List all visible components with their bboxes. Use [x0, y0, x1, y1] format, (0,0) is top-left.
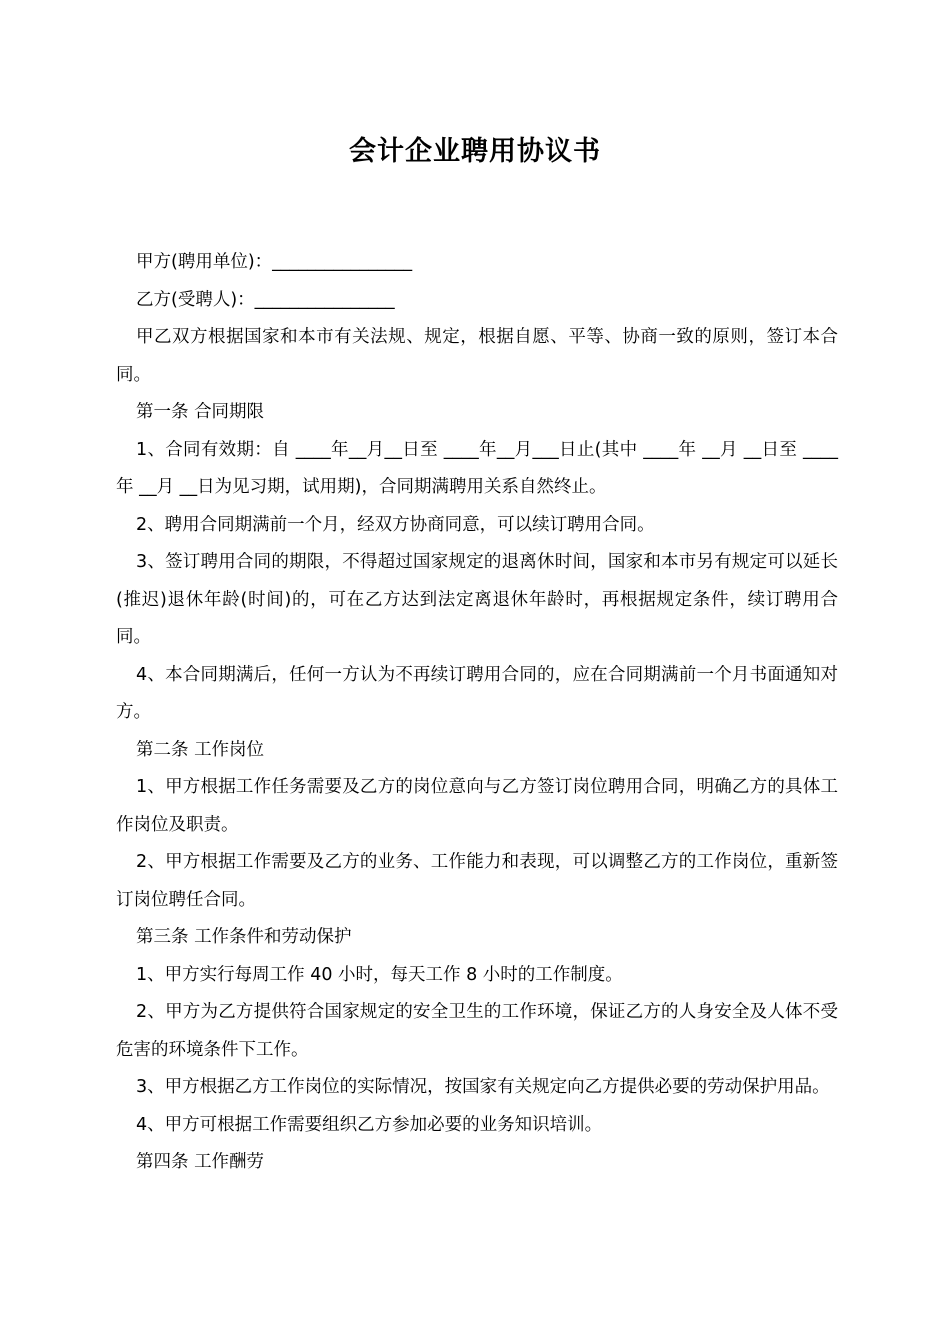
- article-3-clause-2: 2、甲方为乙方提供符合国家规定的安全卫生的工作环境，保证乙方的人身安全及人体不受危害的环境条件下工作。: [116, 1002, 838, 1060]
- article-3-heading: 第三条 工作条件和劳动保护: [136, 927, 352, 947]
- article-3-clause-3: 3、甲方根据乙方工作岗位的实际情况，按国家有关规定向乙方提供必要的劳动保护用品。: [136, 1077, 830, 1097]
- article-1-clause-2: 2、聘用合同期满前一个月，经双方协商同意，可以续订聘用合同。: [136, 514, 655, 535]
- article-3-clause-4: 4、甲方可根据工作需要组织乙方参加必要的业务知识培训。: [136, 1114, 603, 1135]
- preamble-paragraph: 甲乙双方根据国家和本市有关法规、规定，根据自愿、平等、协商一致的原则，签订本合同。: [116, 327, 838, 385]
- article-1-clause-4: 4、本合同期满后，任何一方认为不再续订聘用合同的，应在合同期满前一个月书面通知对方。: [116, 664, 838, 722]
- article-2-clause-2: 2、甲方根据工作需要及乙方的业务、工作能力和表现，可以调整乙方的工作岗位，重新签订岗位聘任合同。: [116, 852, 838, 910]
- party-a-line: 甲方(聘用单位)：________________: [136, 252, 413, 272]
- article-4-heading: 第四条 工作酬劳: [136, 1152, 265, 1172]
- document-title: 会计企业聘用协议书: [349, 136, 601, 167]
- article-2-clause-1: 1、甲方根据工作任务需要及乙方的岗位意向与乙方签订岗位聘用合同，明确乙方的具体工作岗位及职责。: [116, 777, 838, 835]
- article-1-clause-1: 1、合同有效期：自 ____年__月__日至 ____年__月___日止(其中 ____年 __月 __日至 ____年 __月 __日为见习期，试用期)，合同期满聘用关系自然终止。: [116, 439, 838, 497]
- article-1-clause-3: 3、签订聘用合同的期限，不得超过国家规定的退离休时间，国家和本市另有规定可以延长(推迟)退休年龄(时间)的，可在乙方达到法定离退休年龄时，再根据规定条件，续订聘用合同。: [116, 552, 838, 647]
- article-2-heading: 第二条 工作岗位: [136, 739, 265, 760]
- document-body: [116, 244, 838, 1182]
- article-1-heading: 第一条 合同期限: [136, 402, 265, 422]
- party-b-line: 乙方(受聘人)：________________: [136, 289, 395, 310]
- article-3-clause-1: 1、甲方实行每周工作 40 小时，每天工作 8 小时的工作制度。: [136, 964, 623, 985]
